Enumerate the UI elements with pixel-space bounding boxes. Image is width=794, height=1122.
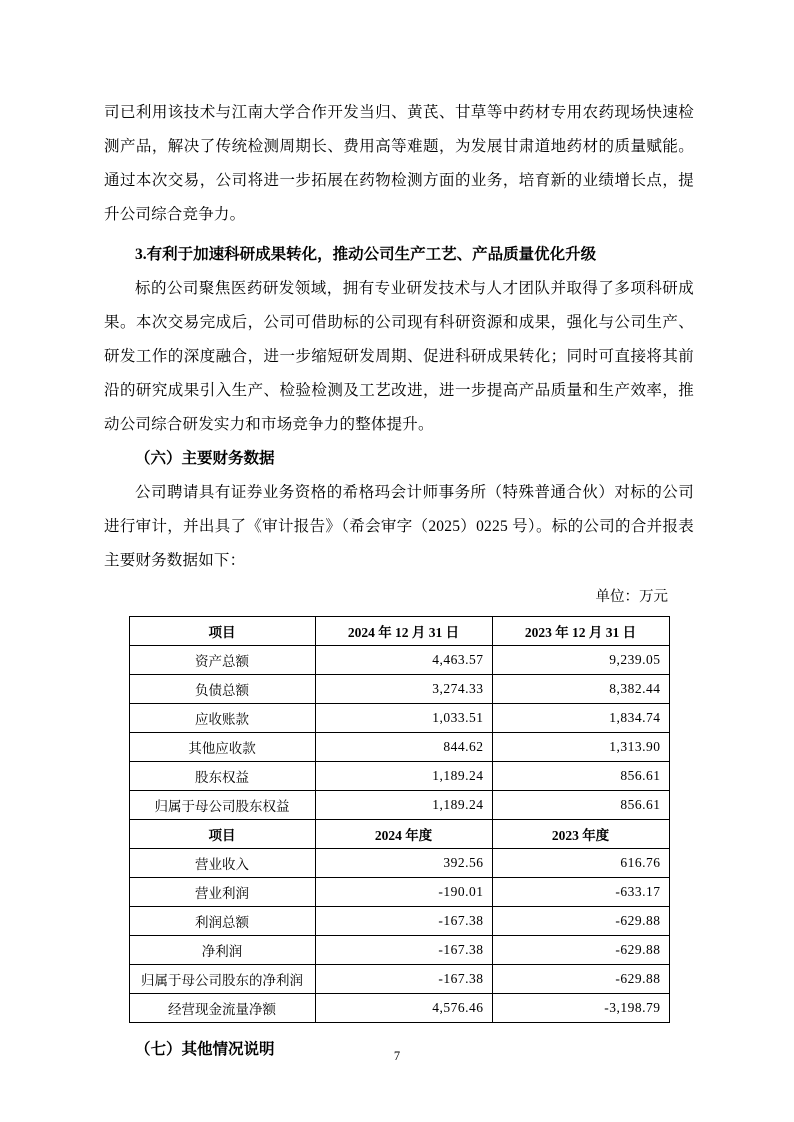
table-header-cell: 2023 年 12 月 31 日 [492,617,669,646]
cell-value: 856.61 [492,791,669,820]
table-header-cell: 2023 年度 [492,820,669,849]
cell-value: 3,274.33 [315,675,492,704]
cell-value: 844.62 [315,733,492,762]
table-row [129,646,669,675]
cell-value: 4,576.46 [315,994,492,1023]
heading-section-6: （六）主要财务数据 [135,450,275,467]
cell-value: -633.17 [492,878,669,907]
cell-value: 1,189.24 [315,791,492,820]
cell-value: 1,313.90 [492,733,669,762]
paragraph-research-results: 标的公司聚焦医药研发领域，拥有专业研发技术与人才团队并取得了多项科研成果。本次交易完成后，公司可借助标的公司现有科研资源和成果，强化与公司生产、研发工作的深度融合，进一步缩短研发周期、促进科研成果转化；同时可直接将其前沿的研究成果引入生产、检验检测及工艺改进，进一步提高产品质量和生产效率，推动公司综合研发实力和市场竞争力的整体提升。 [104,280,694,433]
table-row [129,849,669,878]
row-label: 其他应收款 [129,733,315,762]
table-row [129,878,669,907]
row-label: 归属于母公司股东的净利润 [129,965,315,994]
table-header-cell: 2024 年 12 月 31 日 [315,617,492,646]
paragraph-continued: 司已利用该技术与江南大学合作开发当归、黄芪、甘草等中药材专用农药现场快速检测产品，解决了传统检测周期长、费用高等难题，为发展甘肃道地药材的质量赋能。通过本次交易，公司将进一步拓展在药物检测方面的业务，培育新的业绩增长点，提升公司综合竞争力。 [104,104,694,223]
cell-value: -629.88 [492,907,669,936]
table-header-row-balance [129,617,669,646]
row-label: 营业利润 [129,878,315,907]
heading-section-7: （七）其他情况说明 [135,1041,275,1058]
row-label: 负债总额 [129,675,315,704]
cell-value: 856.61 [492,762,669,791]
row-label: 股东权益 [129,762,315,791]
cell-value: -190.01 [315,878,492,907]
table-row [129,936,669,965]
cell-value: -629.88 [492,965,669,994]
row-label: 归属于母公司股东权益 [129,791,315,820]
table-header-cell: 2024 年度 [315,820,492,849]
cell-value: 392.56 [315,849,492,878]
row-label: 应收账款 [129,704,315,733]
financial-data-table [129,616,670,1023]
table-header-cell: 项目 [129,820,315,849]
table-row [129,733,669,762]
table-row [129,994,669,1023]
heading-3: 3.有利于加速科研成果转化，推动公司生产工艺、产品质量优化升级 [135,246,597,263]
unit-note: 单位：万元 [595,589,668,605]
cell-value: -167.38 [315,907,492,936]
cell-value: 1,189.24 [315,762,492,791]
cell-value: 9,239.05 [492,646,669,675]
cell-value: -167.38 [315,936,492,965]
row-label: 净利润 [129,936,315,965]
row-label: 经营现金流量净额 [129,994,315,1023]
cell-value: 616.76 [492,849,669,878]
cell-value: -3,198.79 [492,994,669,1023]
row-label: 营业收入 [129,849,315,878]
cell-value: 1,033.51 [315,704,492,733]
row-label: 利润总额 [129,907,315,936]
page-number: 7 [393,1049,401,1063]
table-row [129,762,669,791]
cell-value: 8,382.44 [492,675,669,704]
row-label: 资产总额 [129,646,315,675]
cell-value: 4,463.57 [315,646,492,675]
cell-value: -167.38 [315,965,492,994]
table-row [129,965,669,994]
table-row [129,675,669,704]
cell-value: 1,834.74 [492,704,669,733]
cell-value: -629.88 [492,936,669,965]
paragraph-audit: 公司聘请具有证券业务资格的希格玛会计师事务所（特殊普通合伙）对标的公司进行审计，并出具了《审计报告》（希会审字（2025）0225 号）。标的公司的合并报表主要财务数据如下： [104,484,694,569]
table-header-row-income [129,820,669,849]
table-header-cell: 项目 [129,617,315,646]
table-row [129,907,669,936]
table-row [129,791,669,820]
table-row [129,704,669,733]
